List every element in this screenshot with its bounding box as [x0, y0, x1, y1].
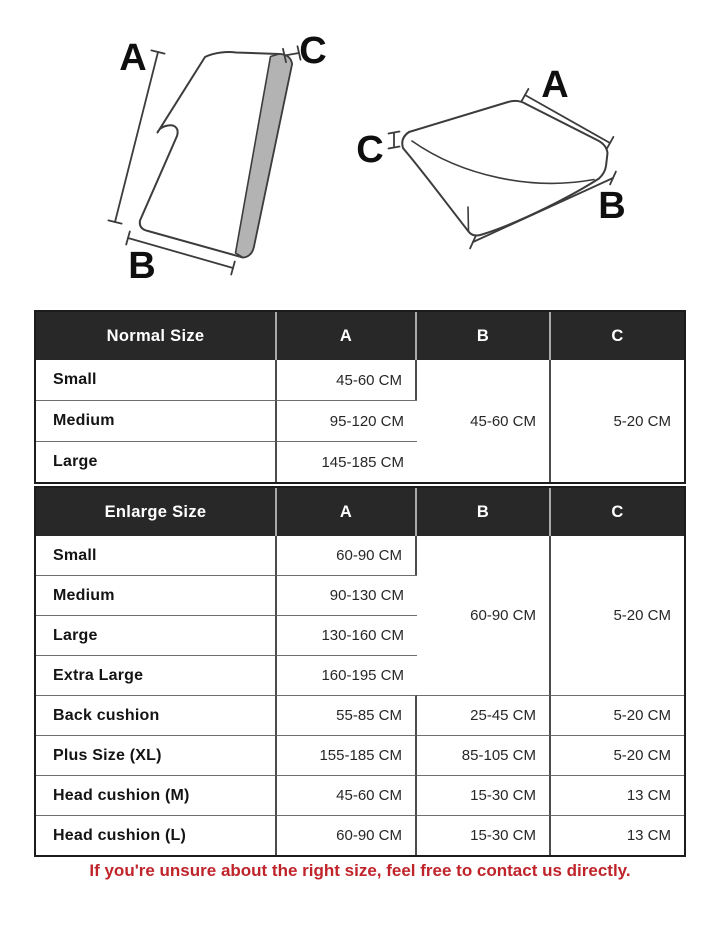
- size-label-cell: Plus Size (XL): [36, 735, 277, 775]
- table-row: [36, 360, 684, 400]
- dim-a-cell: 60-90 CM: [277, 815, 417, 855]
- back-cushion-diagram: [58, 26, 330, 294]
- seat-cushion-diagram: [342, 52, 662, 287]
- dim-a-cell: 55-85 CM: [277, 695, 417, 735]
- dim-c-merged-cell: 5-20 CM: [551, 536, 684, 695]
- size-label-cell: Small: [36, 536, 277, 575]
- table-row: [36, 695, 684, 735]
- cushion-outline: [402, 101, 607, 236]
- measure-line-c: [389, 132, 400, 149]
- dim-a-cell: 95-120 CM: [277, 400, 417, 441]
- dim-a-cell: 160-195 CM: [277, 655, 417, 695]
- column-header-c: C: [551, 488, 684, 536]
- dim-c-merged-cell: 5-20 CM: [551, 360, 684, 482]
- dim-b-merged-cell: 45-60 CM: [417, 360, 551, 482]
- dimension-a-label: A: [541, 64, 569, 106]
- dim-a-cell: 45-60 CM: [277, 360, 417, 400]
- column-header-a: A: [277, 312, 417, 360]
- size-label-cell: Head cushion (L): [36, 815, 277, 855]
- dimension-c-label: C: [299, 30, 327, 72]
- size-label-cell: Medium: [36, 400, 277, 441]
- table-header-row: [36, 488, 684, 536]
- table-header-row: [36, 312, 684, 360]
- size-label-cell: Large: [36, 615, 277, 655]
- dim-b-merged-cell: 60-90 CM: [417, 536, 551, 695]
- dim-a-cell: 155-185 CM: [277, 735, 417, 775]
- dim-a-cell: 60-90 CM: [277, 536, 417, 575]
- dim-b-cell: 25-45 CM: [417, 695, 551, 735]
- dim-a-cell: 90-130 CM: [277, 575, 417, 615]
- size-label-cell: Back cushion: [36, 695, 277, 735]
- dim-b-cell: 85-105 CM: [417, 735, 551, 775]
- dim-c-cell: 13 CM: [551, 775, 684, 815]
- table-title: Enlarge Size: [36, 488, 277, 536]
- size-label-cell: Small: [36, 360, 277, 400]
- size-label-cell: Large: [36, 441, 277, 482]
- column-header-b: B: [417, 312, 551, 360]
- normal-size-table: [34, 310, 686, 484]
- column-header-a: A: [277, 488, 417, 536]
- dim-b-cell: 15-30 CM: [417, 815, 551, 855]
- size-label-cell: Medium: [36, 575, 277, 615]
- cushion-corner-seam: [468, 207, 469, 231]
- table-row: [36, 735, 684, 775]
- dimension-a-label: A: [119, 37, 147, 79]
- dimension-b-label: B: [128, 245, 156, 287]
- enlarge-size-table: [34, 486, 686, 857]
- dim-c-cell: 5-20 CM: [551, 735, 684, 775]
- dim-b-cell: 15-30 CM: [417, 775, 551, 815]
- dim-c-cell: 5-20 CM: [551, 695, 684, 735]
- dim-a-cell: 145-185 CM: [277, 441, 417, 482]
- size-label-cell: Extra Large: [36, 655, 277, 695]
- dimension-c-label: C: [356, 129, 384, 171]
- column-header-c: C: [551, 312, 684, 360]
- table-title: Normal Size: [36, 312, 277, 360]
- dimension-b-label: B: [598, 185, 626, 227]
- size-label-cell: Head cushion (M): [36, 775, 277, 815]
- dim-a-cell: 45-60 CM: [277, 775, 417, 815]
- table-row: [36, 536, 684, 575]
- footer-note: If you're unsure about the right size, feel free to contact us directly.: [89, 861, 631, 880]
- dim-a-cell: 130-160 CM: [277, 615, 417, 655]
- table-row: [36, 775, 684, 815]
- column-header-b: B: [417, 488, 551, 536]
- table-row: [36, 815, 684, 855]
- dim-c-cell: 13 CM: [551, 815, 684, 855]
